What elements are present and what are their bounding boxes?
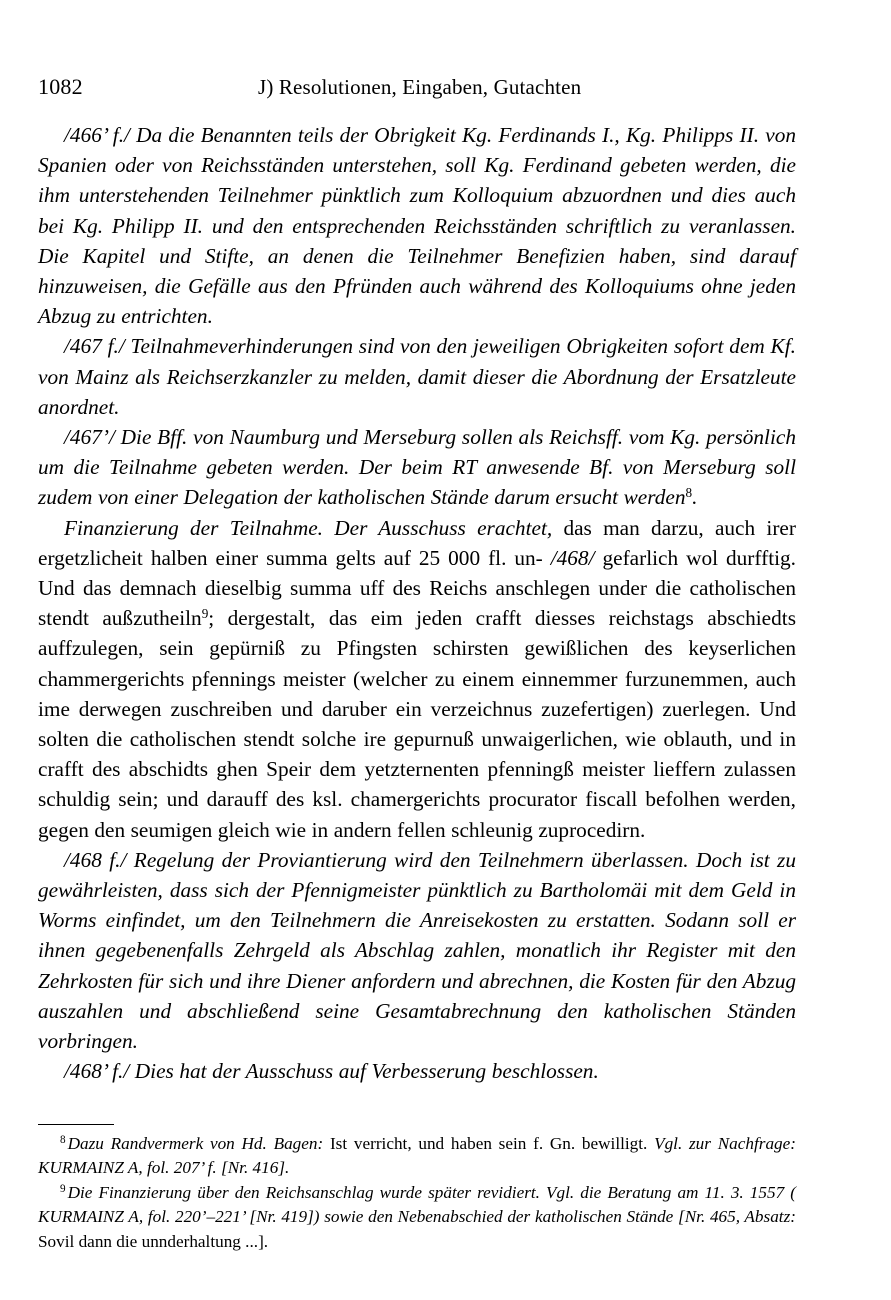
text-run-italic: /466’ f./ Da die Benannten teils der Obrigkeit Kg. Ferdinands I., Kg. Philipps II. von Spanien oder von Reichsständen unterstehen, soll Kg. Ferdinand gebeten werden, die ihm unterstehenden Teilnehmer pünktlich zum Kolloquium abzuordnen und dies auch bei Kg. Philipp II. und den entsprechenden Reichsständen schriftlich zu veranlassen. Die Kapitel und Stifte, an denen die Teilnehmer Benefizien haben, sind darauf hinzuweisen, die Gefälle aus den Pfründen auch während des Kolloquiums ohne jeden Abzug zu entrichten. [38, 123, 796, 329]
text-run-italic: Dazu Randvermerk von Hd. Bagen: [67, 1134, 324, 1153]
footnote-reference-marker[interactable]: 8 [685, 485, 693, 501]
paragraph-para-468 [38, 845, 796, 1056]
page-number: 1082 [38, 74, 83, 99]
text-run-italic: Die Finanzierung über den Reichsanschlag wurde später revidiert. Vgl. die Beratung am 11. 3. 1557 ( KURMAINZ A, fol. 220’–221’ [Nr. 419]) sowie den Nebenabschied der katholischen Stände [Nr. 465, Absatz: [38, 1182, 796, 1227]
running-head-title: J) Resolutionen, Eingaben, Gutachten [258, 75, 582, 99]
footnote-number: 9 [60, 1183, 66, 1196]
paragraph-para-finanzierung [38, 513, 796, 845]
footnote-separator-rule [38, 1124, 114, 1125]
paragraph-para-467b [38, 422, 796, 513]
text-run-italic: /468/ [550, 545, 595, 570]
text-run-italic: Finanzierung der Teilnahme. Der Ausschuss erachtet, [64, 515, 553, 540]
text-run-italic: . [692, 485, 698, 510]
text-run-italic: /467’/ Die Bff. von Naumburg und Merseburg sollen als Reichsff. vom Kg. persönlich um die Teilnahme gebeten werden. Der beim RT anwesende Bf. von Merseburg soll zudem von einer Delegation der katholischen Stände darum ersucht werden [38, 425, 796, 510]
footnote-number: 8 [60, 1134, 66, 1147]
paragraph-para-467 [38, 331, 796, 422]
text-run-italic: Vgl. zur Nachfrage: KURMAINZ A, fol. 207’ f. [Nr. 416]. [38, 1134, 796, 1178]
body-text-block [38, 120, 796, 1087]
text-run-roman: das man darzu, auch irer ergetzlicheit halben einer summa gelts auf 25 000 fl. un- [38, 515, 796, 570]
text-run-italic: /467 f./ Teilnahmeverhinderungen sind von den jeweiligen Obrigkeiten sofort dem Kf. von Mainz als Reichserzkanzler zu melden, damit dieser die Abordnung der Ersatzleute anordnet. [38, 334, 796, 419]
footnote-reference-marker[interactable]: 9 [201, 606, 209, 622]
text-run-roman: Ist verricht, und haben sein f. Gn. bewilligt. [323, 1134, 655, 1153]
footnote-area [38, 1124, 796, 1254]
text-run-roman: Sovil dann die unnderhaltung ...]. [38, 1231, 269, 1251]
text-run-roman: ; dergestalt, das eim jeden crafft diesses reichstags abschiedts auffzulegen, sein gepürniß zu Pfingsten schirsten gewißlichen des keyserlichen chammergerichts pfennings meister (welcher zu einem einnemmer furzunemmen, auch ime derwegen zuschreiben und daruber ein verzeichnus zuzefertigen) zuerlegen. Und solten die catholischen stendt solche ire gepurnuß unwaigerlichen, wie oblauth, und in crafft des abschidts ghen Speir dem yetzternenten pfenningß meister lieffern zulassen schuldig sein; und darauff des ksl. chamergerichts procurator fiscall befolhen werden, gegen den seumigen gleich wie in andern fellen schleunig zuprocedirn. [38, 606, 796, 842]
footnote-8 [38, 1132, 796, 1181]
paragraph-para-466 [38, 120, 796, 331]
running-head [38, 74, 798, 100]
text-run-italic: /468 f./ Regelung der Proviantierung wird den Teilnehmern überlassen. Doch ist zu gewährleisten, dass sich der Pfennigmeister pünktlich zu Bartholomäi mit dem Geld in Worms einfindet, um den Teilnehmern die Anreisekosten zu erstatten. Sodann soll er ihnen gegebenenfalls Zehrgeld als Abschlag zahlen, monatlich ihr Register mit den Zehrkosten für sich und ihre Diener anfordern und abrechnen, die Kosten für den Abzug auszahlen und abschließend seine Gesamtabrechnung den katholischen Ständen vorbringen. [38, 847, 796, 1054]
footnote-list [38, 1132, 796, 1254]
paragraph-para-468b [38, 1056, 796, 1086]
footnote-9 [38, 1181, 796, 1254]
text-run-roman: gefarlich wol durfftig. Und das demnach dieselbig summa uff des Reichs anschlegen under die catholischen stendt außzutheiln [38, 545, 797, 631]
text-run-italic: /468’ f./ Dies hat der Ausschuss auf Verbesserung beschlossen. [64, 1059, 599, 1084]
